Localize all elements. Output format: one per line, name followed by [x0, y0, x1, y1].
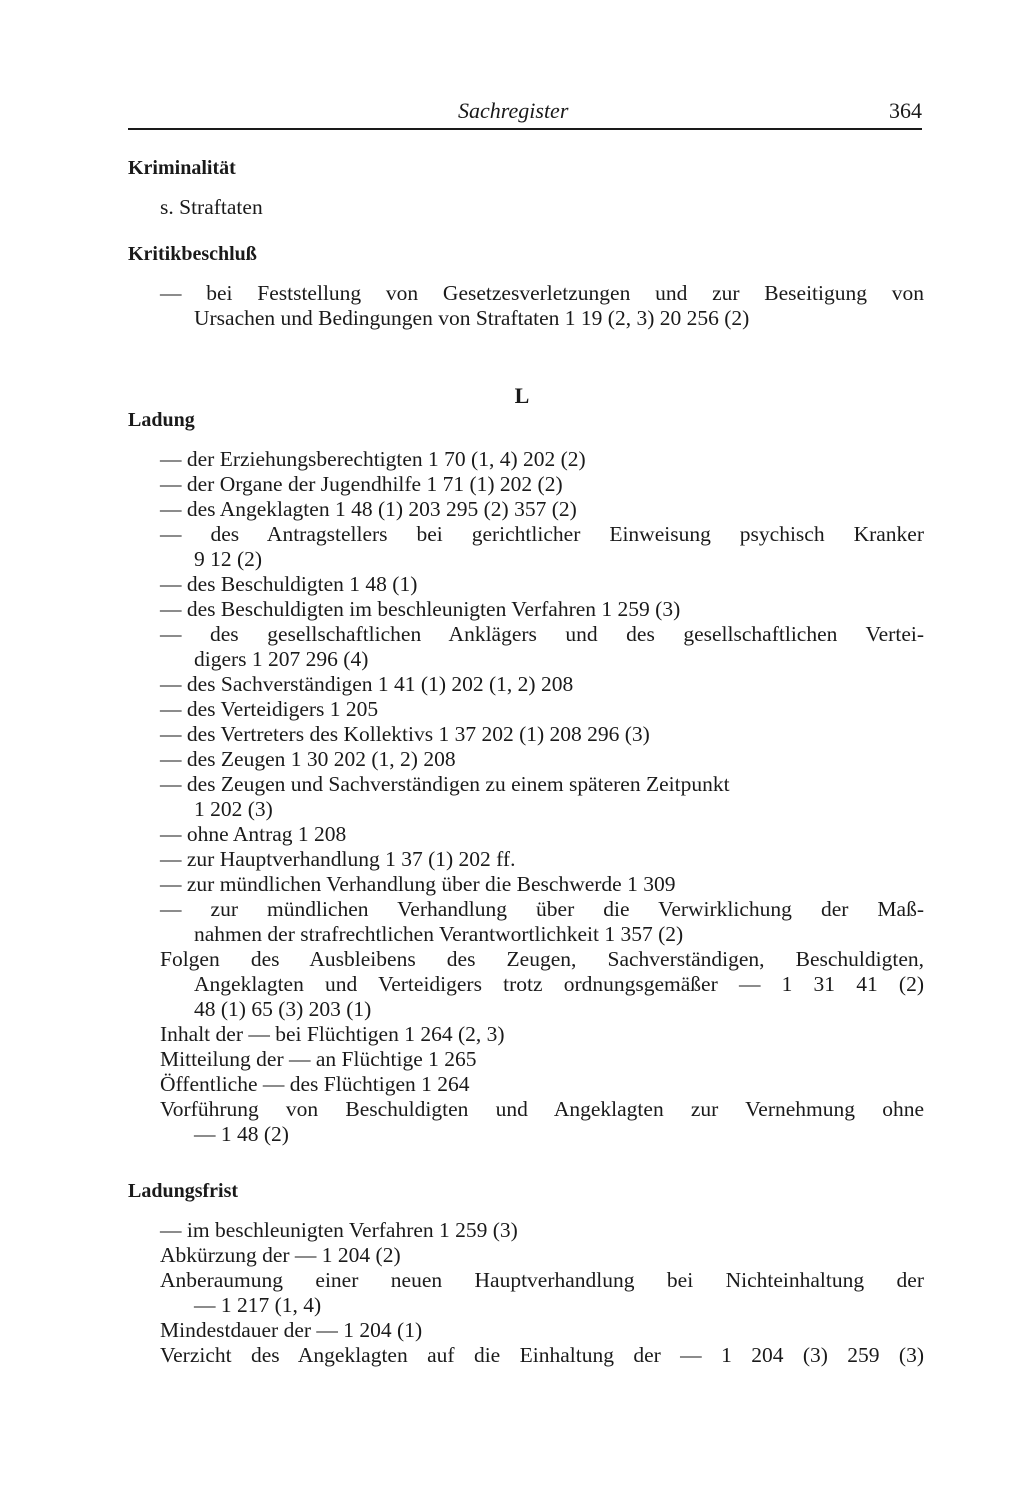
entry-line: Angeklagten und Verteidigers trotz ordnungsgemäßer — 1 31 41 (2) [194, 972, 924, 996]
entry-lines [128, 195, 924, 220]
entry-line: Mitteilung der — an Flüchtige 1 265 [160, 1047, 477, 1071]
entry-line: Vorführung von Beschuldigten und Angeklagten zur Vernehmung ohne [160, 1097, 924, 1121]
entry-line: Ursachen und Bedingungen von Straftaten 1 19 (2, 3) 20 256 (2) [194, 306, 750, 330]
entry-line: 9 12 (2) [194, 547, 263, 571]
entry-line: — im beschleunigten Verfahren 1 259 (3) [160, 1218, 518, 1242]
entry-line: — ohne Antrag 1 208 [160, 822, 347, 846]
entry-line: — der Organe der Jugendhilfe 1 71 (1) 202 (2) [160, 472, 563, 496]
entry-line: 1 202 (3) [194, 797, 273, 821]
entry-line: Öffentliche — des Flüchtigen 1 264 [160, 1072, 470, 1096]
entry-line: — des Zeugen und Sachverständigen zu einem späteren Zeitpunkt [160, 772, 730, 796]
entry-line: s. Straftaten [160, 195, 263, 219]
entry-line: Inhalt der — bei Flüchtigen 1 264 (2, 3) [160, 1022, 505, 1046]
entry-line: — zur mündlichen Verhandlung über die Beschwerde 1 309 [160, 872, 676, 896]
entry-line: — bei Feststellung von Gesetzesverletzungen und zur Beseitigung von [160, 281, 924, 305]
entry-lines [128, 281, 924, 331]
entry-line: — 1 48 (2) [194, 1122, 289, 1146]
entry-line: Mindestdauer der — 1 204 (1) [160, 1318, 423, 1342]
entry-lines [128, 447, 924, 1147]
entry-line: — des Zeugen 1 30 202 (1, 2) 208 [160, 747, 456, 771]
entry-line: Anberaumung einer neuen Hauptverhandlung bei Nichteinhaltung der [160, 1268, 924, 1292]
page-header [128, 94, 922, 130]
entry-heading: Kriminalität [128, 157, 236, 179]
page-number: 364 [889, 98, 922, 123]
entry-heading: Ladungsfrist [128, 1180, 239, 1202]
entry-line: digers 1 207 296 (4) [194, 647, 369, 671]
entry-line: — zur Hauptverhandlung 1 37 (1) 202 ff. [160, 847, 516, 871]
section-letter: L [514, 383, 530, 408]
entry-heading: Kritikbeschluß [128, 243, 257, 265]
entry-line: Abkürzung der — 1 204 (2) [160, 1243, 401, 1267]
entry-line: — zur mündlichen Verhandlung über die Verwirklichung der Maß- [160, 897, 924, 921]
entry-line: — des Beschuldigten im beschleunigten Verfahren 1 259 (3) [160, 597, 681, 621]
entry-line: Verzicht des Angeklagten auf die Einhaltung der — 1 204 (3) 259 (3) [160, 1343, 924, 1367]
entry-line: nahmen der strafrechtlichen Verantwortlichkeit 1 357 (2) [194, 922, 684, 946]
entry-line: Folgen des Ausbleibens des Zeugen, Sachverständigen, Beschuldigten, [160, 947, 924, 971]
entry-heading: Ladung [128, 409, 195, 431]
index-content [128, 156, 924, 1368]
entry-lines [128, 1218, 924, 1368]
entry-line: — des Antragstellers bei gerichtlicher Einweisung psychisch Kranker [160, 522, 924, 546]
entry-line: — des gesellschaftlichen Anklägers und des gesellschaftlichen Vertei- [160, 622, 924, 646]
entry-line: — des Angeklagten 1 48 (1) 203 295 (2) 357 (2) [160, 497, 577, 521]
entry-line: — der Erziehungsberechtigten 1 70 (1, 4) 202 (2) [160, 447, 586, 471]
running-title: Sachregister [458, 98, 569, 123]
entry-line: — des Beschuldigten 1 48 (1) [160, 572, 418, 596]
entry-line: — des Verteidigers 1 205 [160, 697, 379, 721]
entry-line: 48 (1) 65 (3) 203 (1) [194, 997, 372, 1021]
entry-line: — des Vertreters des Kollektivs 1 37 202 (1) 208 296 (3) [160, 722, 650, 746]
entry-line: — des Sachverständigen 1 41 (1) 202 (1, 2) 208 [160, 672, 574, 696]
entry-line: — 1 217 (1, 4) [194, 1293, 322, 1317]
